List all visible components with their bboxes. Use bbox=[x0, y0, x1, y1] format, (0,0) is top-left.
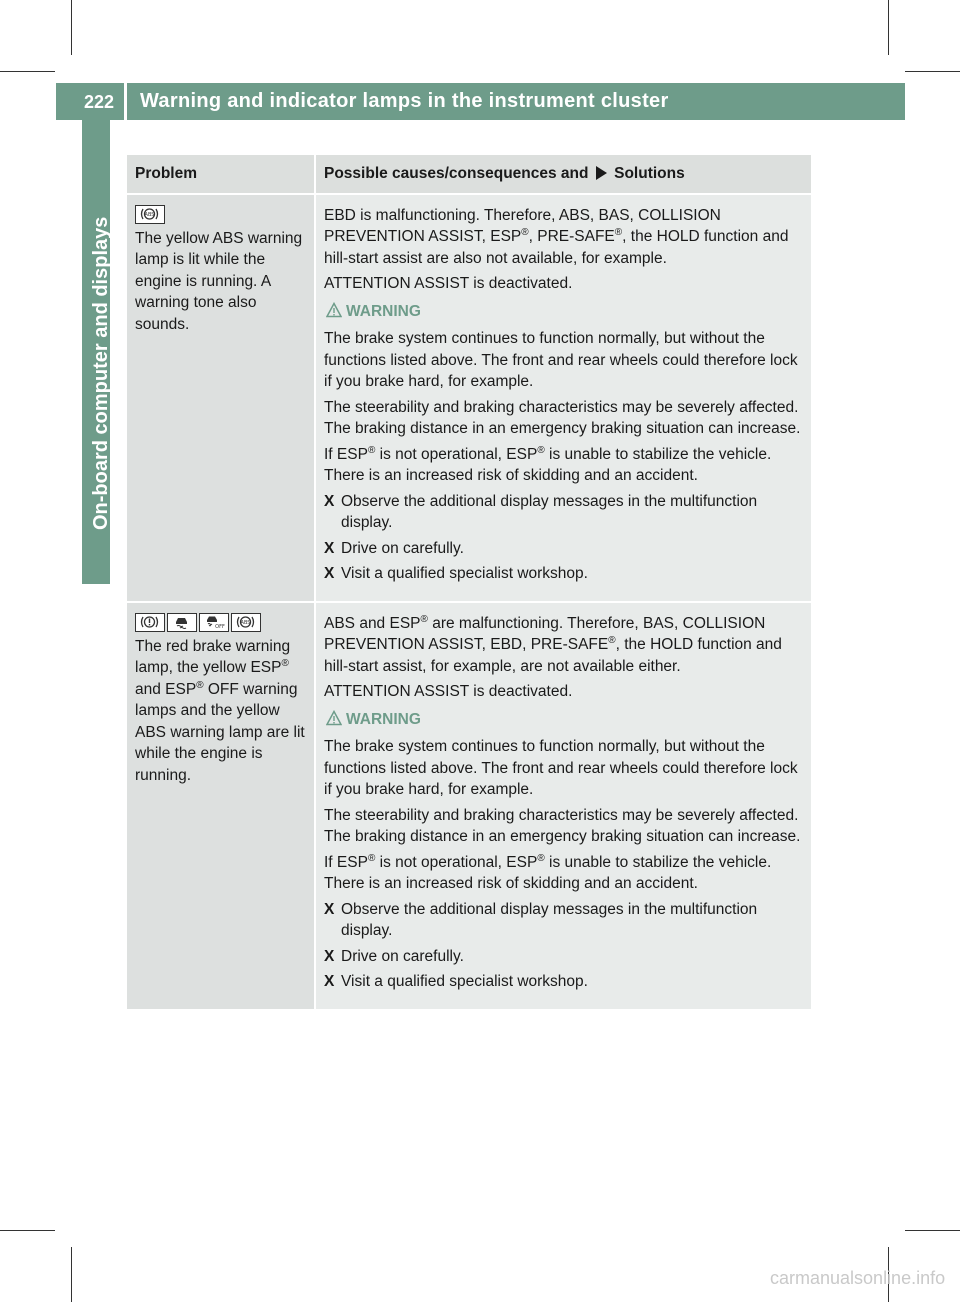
cause-text: ATTENTION ASSIST is deactivated. bbox=[324, 683, 573, 700]
cause-text: ABS and ESP® are malfunctioning. Therefore, BAS, COLLISION PREVENTION ASSIST, EBD, PRE-SAFE®, the HOLD function and hill-start assist, for example, are not available either. bbox=[324, 613, 782, 675]
column-header-solution-suffix: Solutions bbox=[614, 165, 685, 182]
crop-mark bbox=[888, 0, 889, 55]
warning-text: If ESP® is not operational, ESP® is unable to stabilize the vehicle. There is an increased risk of skidding and an accident. bbox=[324, 852, 772, 892]
problem-text: The yellow ABS warning lamp is lit while the engine is running. A warning tone also sounds. bbox=[135, 229, 303, 333]
warning-text: The steerability and braking characteristics may be severely affected. The braking distance in an emergency braking situation can increase. bbox=[324, 806, 801, 845]
abs-lamp-icon bbox=[135, 205, 165, 224]
table-row bbox=[127, 194, 811, 602]
warning-triangle-icon bbox=[326, 302, 342, 325]
warning-text: The brake system continues to function normally, but without the functions listed above. The front and rear wheels could therefore lock if you brake hard, for example. bbox=[324, 738, 798, 798]
warning-text: If ESP® is not operational, ESP® is unable to stabilize the vehicle. There is an increased risk of skidding and an accident. bbox=[324, 444, 772, 484]
fault-table bbox=[127, 155, 811, 1009]
column-header-solution-text: Possible causes/consequences and bbox=[324, 165, 589, 182]
solution-cell bbox=[315, 602, 811, 1009]
warning-heading: WARNING bbox=[324, 709, 803, 731]
brake-lamp-icon bbox=[135, 613, 165, 632]
side-label: On-board computer and displays bbox=[90, 216, 112, 530]
problem-cell bbox=[127, 194, 315, 602]
esp-lamp-icon bbox=[167, 613, 197, 632]
warning-text: The steerability and braking characteristics may be severely affected. The braking distance in an emergency braking situation can increase. bbox=[324, 398, 801, 437]
svg-text:OFF: OFF bbox=[215, 623, 225, 630]
crop-mark bbox=[71, 0, 72, 55]
warning-text: The brake system continues to function normally, but without the functions listed above. The front and rear wheels could therefore lock if you brake hard, for example. bbox=[324, 330, 798, 390]
action-step: X Visit a qualified specialist workshop. bbox=[324, 971, 803, 993]
esp-off-lamp-icon bbox=[199, 613, 229, 632]
svg-text:ABS: ABS bbox=[240, 619, 251, 626]
page-number: 222 bbox=[84, 92, 115, 112]
problem-cell bbox=[127, 602, 315, 1009]
table-row bbox=[127, 602, 811, 1009]
action-step: X Observe the additional display messages in the multifunction display. bbox=[324, 900, 758, 939]
lamp-icons bbox=[135, 613, 306, 632]
lamp-icons bbox=[135, 205, 306, 224]
crop-mark bbox=[905, 1230, 960, 1231]
crop-mark bbox=[905, 71, 960, 72]
crop-mark bbox=[71, 1247, 72, 1302]
step-marker-icon: X bbox=[324, 900, 335, 918]
table-header-row bbox=[127, 155, 811, 194]
step-marker-icon: X bbox=[324, 565, 335, 582]
running-title: Warning and indicator lamps in the instrument cluster bbox=[140, 90, 669, 112]
step-marker-icon: X bbox=[324, 973, 335, 990]
solution-cell bbox=[315, 194, 811, 602]
step-marker-icon: X bbox=[324, 539, 335, 557]
column-header-problem: Problem bbox=[127, 155, 315, 194]
cause-text: EBD is malfunctioning. Therefore, ABS, BAS, COLLISION PREVENTION ASSIST, ESP®, PRE-SAFE®, the HOLD function and hill-start assist are also not available, for example. bbox=[324, 206, 789, 267]
crop-mark bbox=[0, 71, 55, 72]
abs-lamp-icon bbox=[231, 613, 261, 632]
column-header-solution bbox=[315, 155, 811, 194]
action-step: X Drive on carefully. bbox=[324, 946, 803, 968]
action-step: X Visit a qualified specialist workshop. bbox=[324, 563, 803, 585]
svg-text:ABS: ABS bbox=[144, 211, 155, 218]
step-marker-icon: X bbox=[324, 492, 335, 510]
action-step: X Drive on carefully. bbox=[324, 538, 803, 560]
cause-text: ATTENTION ASSIST is deactivated. bbox=[324, 275, 573, 292]
arrow-icon bbox=[596, 166, 607, 180]
warning-triangle-icon bbox=[326, 710, 342, 733]
warning-heading: WARNING bbox=[324, 301, 803, 323]
step-marker-icon: X bbox=[324, 947, 335, 965]
problem-text: The red brake warning lamp, the yellow ESP® and ESP® OFF warning lamps and the yellow ABS warning lamp are lit while the engine is running. bbox=[135, 637, 305, 784]
crop-mark bbox=[0, 1230, 55, 1231]
action-step: X Observe the additional display messages in the multifunction display. bbox=[324, 492, 758, 531]
footer-watermark: carmanualsonline.info bbox=[770, 1268, 946, 1288]
